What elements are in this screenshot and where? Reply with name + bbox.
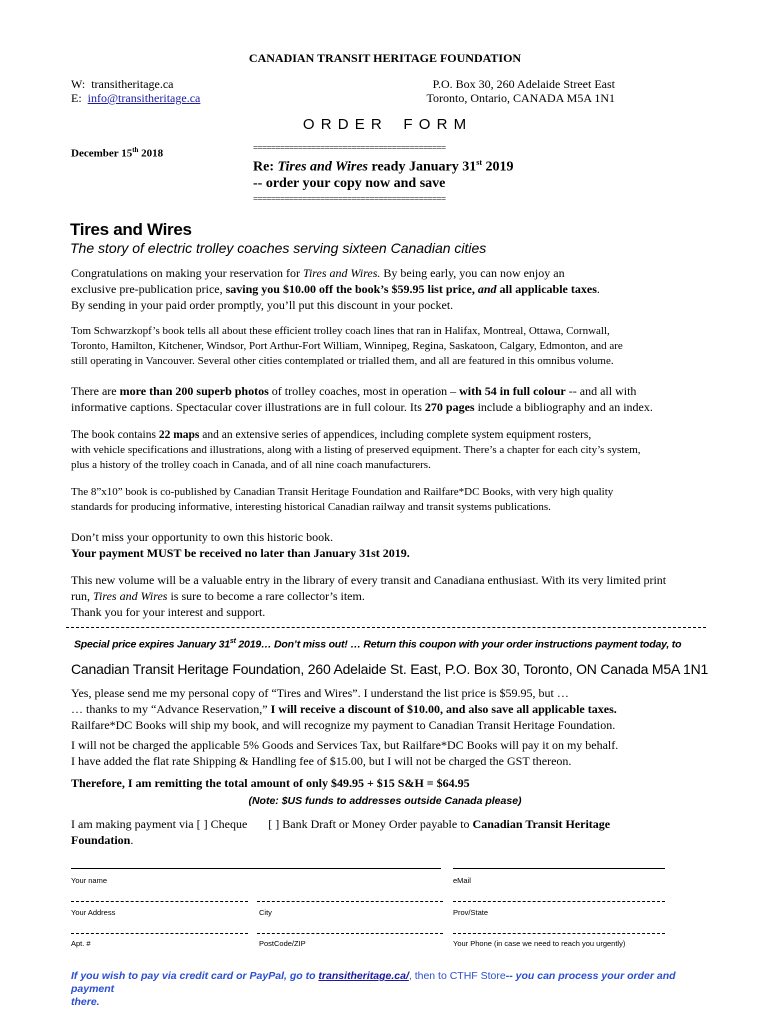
coupon-confirmation <box>71 685 731 733</box>
payment-method <box>71 816 731 848</box>
date <box>71 146 163 160</box>
name-field[interactable] <box>71 868 441 869</box>
email-field[interactable] <box>453 868 665 869</box>
paragraph-maps <box>71 428 721 473</box>
address-label: Your Address <box>71 908 116 917</box>
coupon-tax-note <box>71 737 731 769</box>
re-line <box>253 158 514 176</box>
bank-draft-option[interactable]: [ ] Bank Draft or Money Order payable to <box>268 817 473 831</box>
city-field[interactable] <box>257 901 443 902</box>
paragraph-copublished <box>71 485 721 515</box>
payment-line2: Foundation. <box>71 833 134 847</box>
p4-line1: The book contains 22 maps and an extensive series of appendices, including complete system equipment rosters, <box>71 429 592 441</box>
coupon-line5: I have added the flat rate Shipping & Handling fee of $15.00, but I will not be charged the GST thereon. <box>71 754 572 768</box>
paragraph-photos <box>71 383 721 415</box>
p3-line2: informative captions. Spectacular cover illustrations are in full colour. Its 270 pages include a bibliography and an index. <box>71 400 653 414</box>
cheque-option[interactable]: I am making payment via [ ] Cheque <box>71 817 248 831</box>
equals-rule-bottom: =========================================== <box>253 194 446 204</box>
coupon-address: Canadian Transit Heritage Foundation, 260 Adelaide St. East, P.O. Box 30, Toronto, ON Canada M5A 1N1 <box>71 661 709 677</box>
book-subtitle: The story of electric trolley coaches serving sixteen Canadian cities <box>70 240 487 256</box>
apt-field[interactable] <box>71 933 248 934</box>
phone-field[interactable] <box>453 933 665 934</box>
re-sup: st <box>476 158 483 167</box>
org-name: CANADIAN TRANSIT HERITAGE FOUNDATION <box>248 51 522 65</box>
p7-line2: run, Tires and Wires is sure to become a rare collector’s item. <box>71 589 365 603</box>
p4-line3: plus a history of the trolley coach in Canada, and of all nine coach manufacturers. <box>71 459 431 471</box>
p1-line1: Congratulations on making your reservation for Tires and Wires. By being early, you can now enjoy an <box>71 266 565 280</box>
coupon-line3: Railfare*DC Books will ship my book, and will recognize my payment to Canadian Transit Heritage Foundation. <box>71 718 616 732</box>
paragraph-congratulations <box>71 265 711 313</box>
email-label: eMail <box>453 876 471 885</box>
footer-line1: If you wish to pay via credit card or PayPal, go to transitheritage.ca/, then to CTHF Store-- you can process your order and payment <box>71 970 676 995</box>
p7-line1: This new volume will be a valuable entry in the library of every transit and Canadiana enthusiast. With its very limited print <box>71 573 667 587</box>
re-title: Tires and Wires <box>277 159 368 175</box>
footer-store-link[interactable]: transitheritage.ca/ <box>318 970 409 982</box>
p2-line3: still operating in Vancouver. Several other cities contemplated or trialled them, and all are featured in this omnibus volume. <box>71 355 614 367</box>
apt-label: Apt. # <box>71 939 91 948</box>
book-title: Tires and Wires <box>70 220 192 239</box>
postcode-field[interactable] <box>257 933 443 934</box>
address-line-2: Toronto, Ontario, CANADA M5A 1N1 <box>426 91 615 105</box>
prov-label: Prov/State <box>453 908 489 917</box>
prov-field[interactable] <box>453 901 665 902</box>
phone-label: Your Phone (in case we need to reach you urgently) <box>453 939 626 948</box>
email-link[interactable]: info@transitheritage.ca <box>87 91 201 105</box>
coupon-banner: Special price expires January 31st 2019… Don’t miss out! … Return this coupon with your order instructions payment today, to <box>74 638 682 651</box>
footer-payment-note <box>71 970 721 1009</box>
p5-line2: standards for producing informative, interesting historical Canadian railway and transit systems publications. <box>71 501 551 513</box>
coupon-line1: Yes, please send me my personal copy of “Tires and Wires”. I understand the list price is $59.95, but … <box>71 686 569 700</box>
web-prefix: W: <box>71 77 86 91</box>
p6-line2: Your payment MUST be received no later than January 31st 2019. <box>71 546 410 560</box>
p1-line2: exclusive pre-publication price, saving you $10.00 off the book’s $59.95 list price, and all applicable taxes. <box>71 282 600 296</box>
footer-line2: there. <box>71 996 100 1008</box>
p6-line1: Don’t miss your opportunity to own this historic book. <box>71 530 334 544</box>
payment-line1: I am making payment via [ ] Cheque [ ] Bank Draft or Money Order payable to Canadian Transit Heritage <box>71 817 611 831</box>
re-prefix: Re: <box>253 159 278 175</box>
date-year: 2018 <box>138 147 164 160</box>
re-mid: ready January 31 <box>368 159 477 175</box>
postcode-label: PostCode/ZIP <box>259 939 306 948</box>
date-sup: th <box>132 146 139 154</box>
coupon-total: Therefore, I am remitting the total amount of only $49.95 + $15 S&H = $64.95 <box>71 776 470 790</box>
p2-line1: Tom Schwarzkopf’s book tells all about these efficient trolley coach lines that ran in Halifax, Montreal, Ottawa, Cornwall, <box>71 325 610 337</box>
re-year: 2019 <box>482 159 514 175</box>
re-line-2: -- order your copy now and save <box>253 176 446 191</box>
p2-line2: Toronto, Hamilton, Kitchener, Windsor, Port Arthur-Fort William, Winnipeg, Regina, Saskatoon, Calgary, Edmonton, and are <box>71 340 623 352</box>
email-line <box>71 90 200 106</box>
paragraph-collector <box>71 572 731 620</box>
address-line-1: P.O. Box 30, 260 Adelaide Street East <box>432 77 615 91</box>
order-form-title: O R D E R F O R M <box>302 116 468 133</box>
paragraph-cities <box>71 324 721 369</box>
p3-line1: There are more than 200 superb photos of trolley coaches, most in operation – with 54 in full colour -- and all with <box>71 384 637 398</box>
email-prefix: E: <box>71 91 82 105</box>
website-text: transitheritage.ca <box>91 77 174 91</box>
p1-line3: By sending in your paid order promptly, you’ll put this discount in your pocket. <box>71 298 454 312</box>
equals-rule-top: =========================================== <box>253 143 446 153</box>
coupon-divider <box>66 627 706 628</box>
p5-line1: The 8”x10” book is co-published by Canadian Transit Heritage Foundation and Railfare*DC Books, with very high quality <box>71 486 614 498</box>
coupon-us-funds-note: (Note: $US funds to addresses outside Canada please) <box>248 795 522 807</box>
p7-line3: Thank you for your interest and support. <box>71 605 266 619</box>
name-label: Your name <box>71 876 107 885</box>
city-label: City <box>259 908 272 917</box>
p4-line2: with vehicle specifications and illustrations, along with a listing of preserved equipment. There’s a chapter for each city’s system, <box>71 444 641 456</box>
coupon-line2: … thanks to my “Advance Reservation,” I will receive a discount of $10.00, and also save all applicable taxes. <box>71 702 617 716</box>
address-field[interactable] <box>71 901 248 902</box>
paragraph-deadline <box>71 529 721 561</box>
date-day: December 15 <box>71 147 133 160</box>
coupon-line4: I will not be charged the applicable 5% Goods and Services Tax, but Railfare*DC Books will pay it on my behalf. <box>71 738 619 752</box>
